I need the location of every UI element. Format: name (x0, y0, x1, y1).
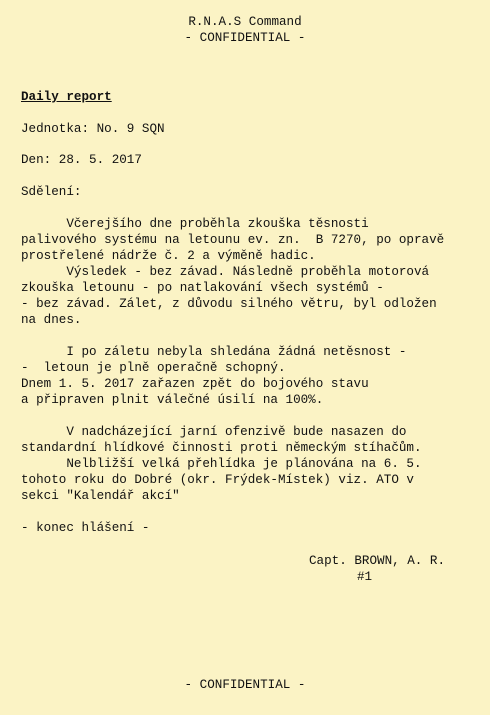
report-body-line: palivového systému na letounu ev. zn. B 7270, po opravě (21, 233, 445, 247)
report-body-line: - bez závad. Zálet, z důvodu silného větru, byl odložen (21, 297, 437, 311)
report-body-line: tohoto roku do Dobré (okr. Frýdek-Místek) viz. ATO v (21, 473, 414, 487)
report-title: Daily report (21, 90, 112, 104)
report-body-line: a připraven plnit válečné úsilí na 100%. (21, 393, 324, 407)
report-body-line: Dnem 1. 5. 2017 zařazen zpět do bojového stavu (21, 377, 369, 391)
report-body-line: Nelbližší velká přehlídka je plánována na 6. 5. (21, 457, 422, 471)
report-body-line: I po záletu nebyla shledána žádná netěsnost - (21, 345, 407, 359)
report-body-line: sekci "Kalendář akcí" (21, 489, 180, 503)
report-unit: Jednotka: No. 9 SQN (21, 122, 165, 136)
report-body-line: V nadcházející jarní ofenzivě bude nasazen do (21, 425, 407, 439)
report-body-line: na dnes. (21, 313, 82, 327)
footer-confidential: - CONFIDENTIAL - (184, 678, 306, 692)
report-body-line: Výsledek - bez závad. Následně proběhla motorová (21, 265, 430, 279)
header-confidential: - CONFIDENTIAL - (184, 31, 306, 45)
report-body-line: zkouška letounu - po natlakování všech systémů - (21, 281, 384, 295)
report-body-line: - konec hlášení - (21, 521, 150, 535)
report-date: Den: 28. 5. 2017 (21, 153, 142, 167)
report-body-line: Včerejšího dne proběhla zkouška těsnosti (21, 217, 369, 231)
signature-name: Capt. BROWN, A. R. (309, 554, 446, 568)
report-body-line: - letoun je plně operačně schopný. (21, 361, 286, 375)
report-body-line: prostřelené nádrže č. 2 a výměně hadic. (21, 249, 316, 263)
report-message-label: Sdělení: (21, 185, 82, 199)
signature-number: #1 (357, 570, 373, 584)
report-body-line: standardní hlídkové činnosti proti německým stíhačům. (21, 441, 422, 455)
header-command: R.N.A.S Command (188, 15, 302, 29)
